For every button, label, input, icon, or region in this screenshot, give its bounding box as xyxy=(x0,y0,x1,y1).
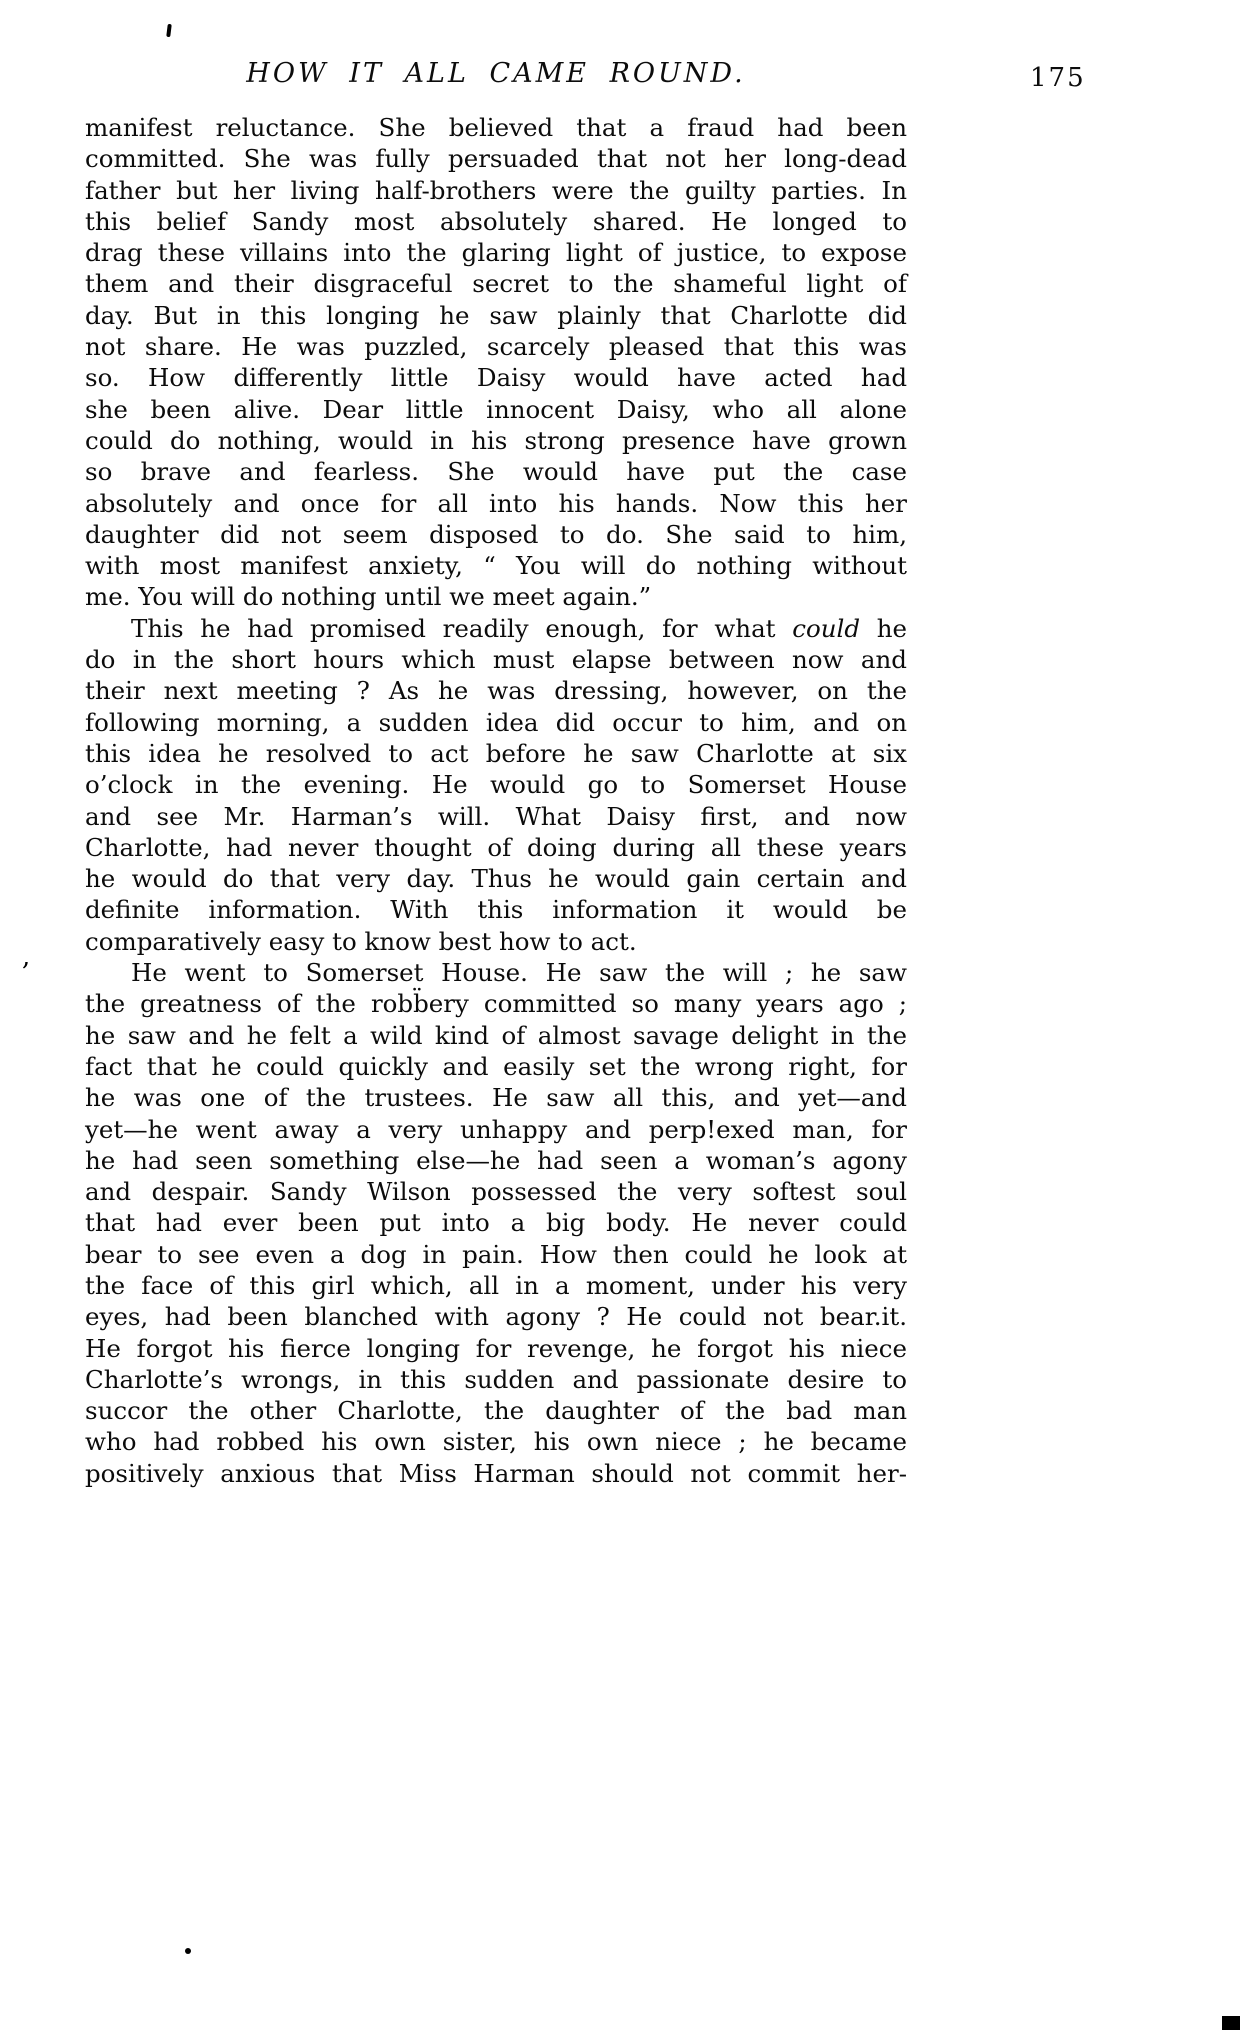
text-line: drag these villains into the glaring light of justice, to expose xyxy=(85,238,907,268)
text-line: he was one of the trustees. He saw all this, and yet—and xyxy=(85,1083,907,1113)
text-line: succor the other Charlotte, the daughter of the bad man xyxy=(85,1396,907,1426)
text-line: he had seen something else—he had seen a woman’s agony xyxy=(85,1145,907,1175)
text-line: positively anxious that Miss Harman should not commit her- xyxy=(85,1458,907,1488)
text-line: their next meeting ? As he was dressing, however, on the xyxy=(85,676,907,706)
text-line: Charlotte, had never thought of doing during all these years xyxy=(85,832,907,862)
text-line: he saw and he felt a wild kind of almost savage delight in the xyxy=(85,1020,907,1050)
text-line: not share. He was puzzled, scarcely pleased that this was xyxy=(85,332,907,362)
text-line: o’clock in the evening. He would go to Somerset House xyxy=(85,770,907,800)
text-line: manifest reluctance. She believed that a fraud had been xyxy=(85,113,907,142)
text-line: This he had promised readily enough, for what could he xyxy=(131,613,907,643)
text-line: so brave and fearless. She would have put the case xyxy=(85,457,907,487)
text-line: absolutely and once for all into his hands. Now this her xyxy=(85,488,907,518)
text-line: committed. She was fully persuaded that not her long-dead xyxy=(85,144,907,174)
scan-corner-mark xyxy=(1222,2016,1240,2030)
text-line: with most manifest anxiety, “ You will do nothing without xyxy=(85,551,907,581)
text-line: following morning, a sudden idea did occur to him, and on xyxy=(85,707,907,737)
text-line: fact that he could quickly and easily set the wrong right, for xyxy=(85,1051,907,1081)
text-line: day. But in this longing he saw plainly that Charlotte did xyxy=(85,300,907,330)
text-line: who had robbed his own sister, his own niece ; he became xyxy=(85,1427,907,1457)
body-text xyxy=(85,112,907,1489)
text-line: bear to see even a dog in pain. How then could he look at xyxy=(85,1239,907,1269)
text-line: daughter did not seem disposed to do. She said to him, xyxy=(85,519,907,549)
text-line: father but her living half-brothers were the guilty parties. In xyxy=(85,175,907,205)
scan-speck-bottom xyxy=(185,1948,191,1954)
text-line: me. You will do nothing until we meet again.” xyxy=(85,582,652,612)
text-line: eyes, had been blanched with agony ? He could not bear.it. xyxy=(85,1302,907,1332)
text-line: he would do that very day. Thus he would gain certain and xyxy=(85,864,907,894)
text-line: she been alive. Dear little innocent Daisy, who all alone xyxy=(85,394,907,424)
text-line: comparatively easy to know best how to act. xyxy=(85,926,637,956)
scan-speck-top xyxy=(166,24,172,37)
text-line: the greatness of the robb̈ery committed so many years ago ; xyxy=(85,989,907,1019)
text-line: this idea he resolved to act before he saw Charlotte at six xyxy=(85,738,907,768)
paragraph xyxy=(85,613,907,957)
text-line: definite information. With this information it would be xyxy=(85,895,907,925)
text-line: yet—he went away a very unhappy and perp!exed man, for xyxy=(85,1114,907,1144)
text-line: He went to Somerset House. He saw the will ; he saw xyxy=(131,958,907,988)
paragraph xyxy=(85,112,907,613)
text-line: so. How differently little Daisy would have acted had xyxy=(85,363,907,393)
text-line: and see Mr. Harman’s will. What Daisy first, and now xyxy=(85,801,907,831)
running-head: HOW IT ALL CAME ROUND. xyxy=(246,58,746,89)
text-line: them and their disgraceful secret to the shameful light of xyxy=(85,269,907,299)
text-line: this belief Sandy most absolutely shared. He longed to xyxy=(85,206,907,236)
text-line: He forgot his fierce longing for revenge, he forgot his niece xyxy=(85,1333,907,1363)
text-line: that had ever been put into a big body. He never could xyxy=(85,1208,907,1238)
text-line: do in the short hours which must elapse between now and xyxy=(85,645,907,675)
text-line: and despair. Sandy Wilson possessed the very softest soul xyxy=(85,1177,907,1207)
text-line: Charlotte’s wrongs, in this sudden and passionate desire to xyxy=(85,1364,907,1394)
scan-margin-mark: , xyxy=(22,942,31,972)
text-line: could do nothing, would in his strong presence have grown xyxy=(85,425,907,455)
text-line: the face of this girl which, all in a moment, under his very xyxy=(85,1270,907,1300)
paragraph xyxy=(85,957,907,1489)
page-number: 175 xyxy=(1030,63,1086,93)
